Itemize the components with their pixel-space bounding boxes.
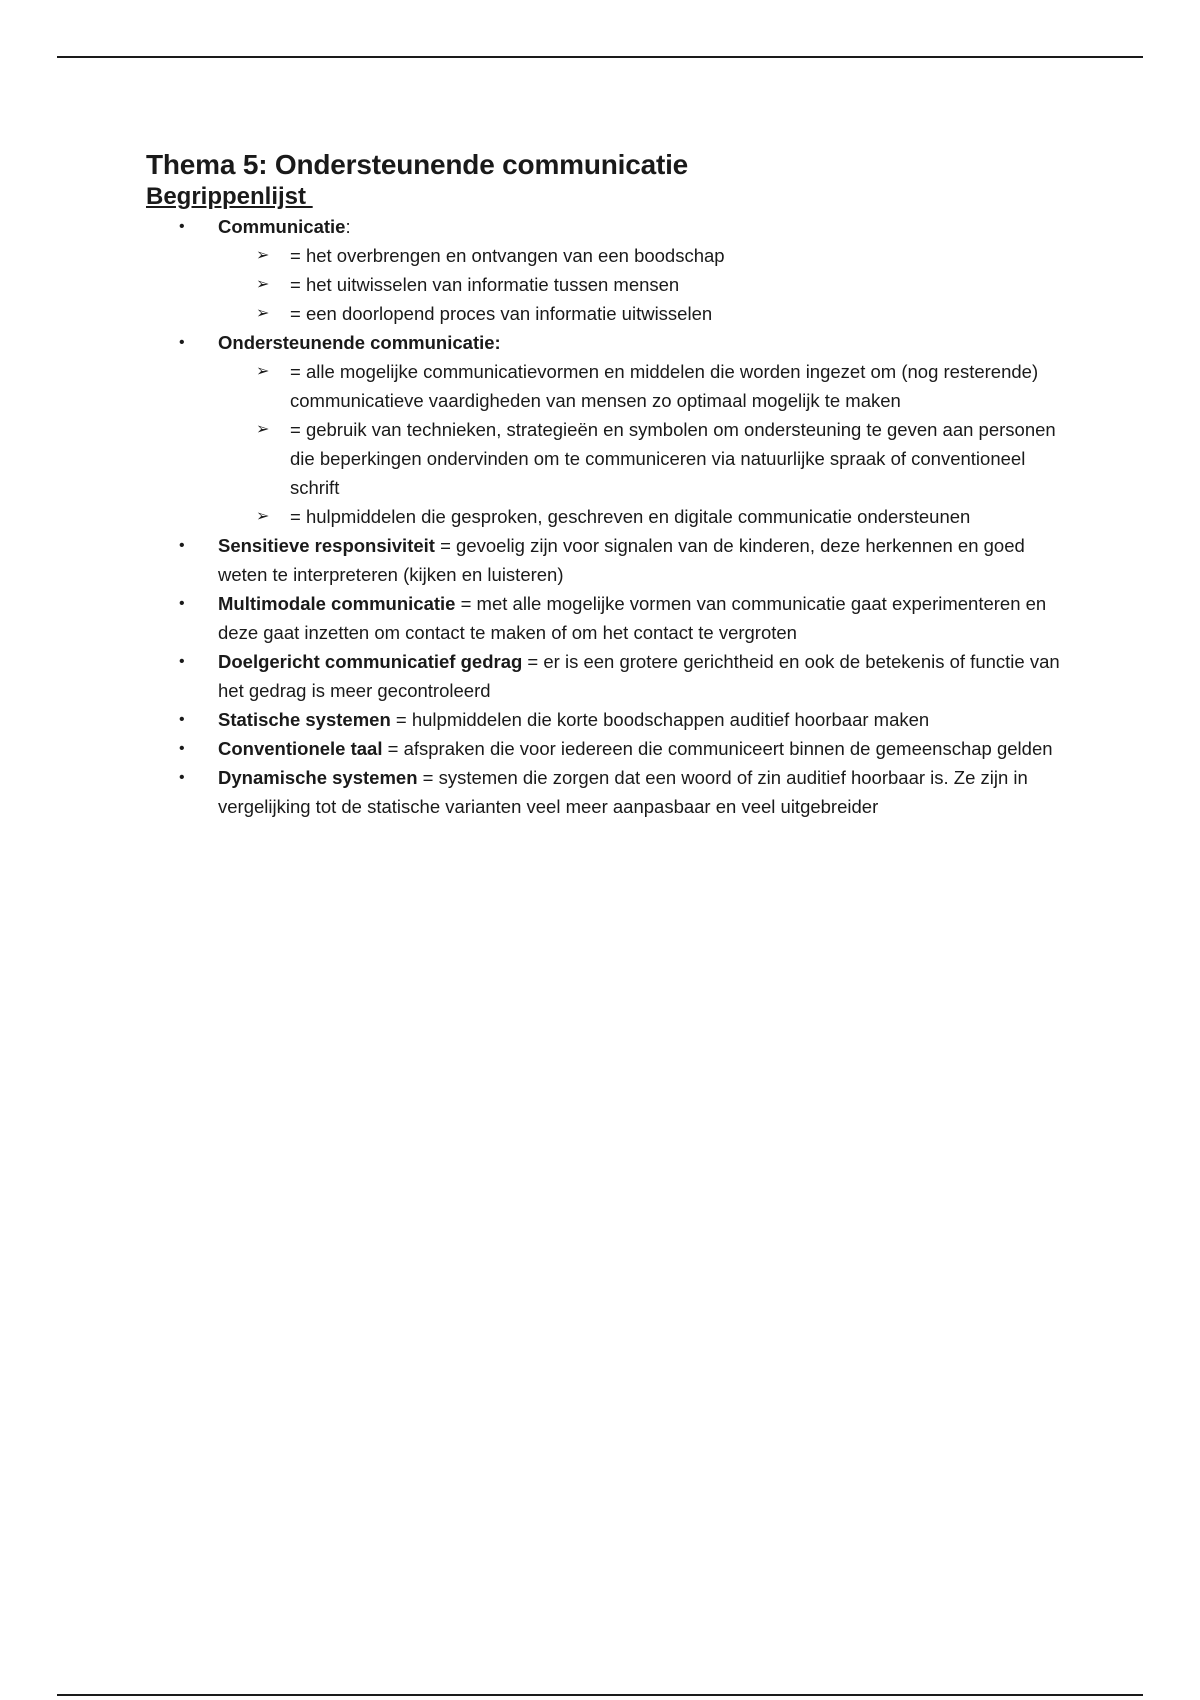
bullet-icon: • — [179, 537, 185, 554]
term-item — [146, 647, 1066, 705]
definition-text: = een doorlopend proces van informatie uitwisselen — [290, 303, 713, 324]
definition-list — [218, 357, 1066, 531]
term-definition: = met alle mogelijke vormen van communicatie gaat experimenteren en deze gaat inzetten om contact te maken of om het contact te vergroten — [218, 593, 1047, 643]
term-label: Conventionele taal — [218, 738, 383, 759]
arrow-bullet-icon: ➢ — [256, 305, 270, 322]
definition-list — [218, 241, 1066, 328]
term-definition: : — [345, 216, 351, 237]
bullet-icon: • — [179, 740, 185, 757]
arrow-bullet-icon: ➢ — [256, 276, 270, 293]
definition-item — [218, 270, 1066, 299]
term-label: Communicatie — [218, 216, 346, 237]
arrow-bullet-icon: ➢ — [256, 508, 270, 525]
footer-rule — [57, 1694, 1143, 1696]
term-item — [146, 589, 1066, 647]
definition-text: = alle mogelijke communicatievormen en middelen die worden ingezet om (nog resterende) communicatieve vaardigheden van mensen zo optimaal mogelijk te maken — [290, 361, 1039, 411]
bullet-icon: • — [179, 769, 185, 786]
arrow-bullet-icon: ➢ — [256, 421, 270, 438]
term-label: Multimodale communicatie — [218, 593, 456, 614]
page-content — [146, 148, 1066, 821]
term-item — [146, 212, 1066, 328]
term-definition: = er is een grotere gerichtheid en ook de betekenis of functie van het gedrag is meer gecontroleerd — [218, 651, 1060, 701]
definition-text: = het uitwisselen van informatie tussen mensen — [290, 274, 680, 295]
bullet-icon: • — [179, 595, 185, 612]
term-definition: = afspraken die voor iedereen die communiceert binnen de gemeenschap gelden — [382, 738, 1053, 759]
bullet-icon: • — [179, 334, 185, 351]
term-item — [146, 734, 1066, 763]
arrow-bullet-icon: ➢ — [256, 363, 270, 380]
term-item — [146, 763, 1066, 821]
definition-text: = het overbrengen en ontvangen van een boodschap — [290, 245, 725, 266]
term-definition: = systemen die zorgen dat een woord of zin auditief hoorbaar is. Ze zijn in vergelijking tot de statische varianten veel meer aanpasbaar en veel uitgebreider — [218, 767, 1028, 817]
document-title: Thema 5: Ondersteunende communicatie — [146, 149, 689, 180]
arrow-bullet-icon: ➢ — [256, 247, 270, 264]
definition-item — [218, 502, 1066, 531]
term-item — [146, 705, 1066, 734]
definition-text: = hulpmiddelen die gesproken, geschreven en digitale communicatie ondersteunen — [290, 506, 971, 527]
definition-item — [218, 299, 1066, 328]
term-definition: = hulpmiddelen die korte boodschappen auditief hoorbaar maken — [390, 709, 930, 730]
term-label: Statische systemen — [218, 709, 391, 730]
term-item — [146, 531, 1066, 589]
term-label: Ondersteunende communicatie: — [218, 332, 501, 353]
term-definition: = gevoelig zijn voor signalen van de kinderen, deze herkennen en goed weten te interpreteren (kijken en luisteren) — [218, 535, 1025, 585]
bullet-icon: • — [179, 653, 185, 670]
header-rule — [57, 56, 1143, 58]
term-label: Doelgericht communicatief gedrag — [218, 651, 523, 672]
term-item — [146, 328, 1066, 531]
definition-item — [218, 357, 1066, 415]
term-label: Sensitieve responsiviteit — [218, 535, 435, 556]
term-label: Dynamische systemen — [218, 767, 418, 788]
bullet-icon: • — [179, 218, 185, 235]
definition-text: = gebruik van technieken, strategieën en symbolen om ondersteuning te geven aan personen die beperkingen ondervinden om te communiceren via natuurlijke spraak of conventioneel schrift — [290, 419, 1056, 498]
bullet-icon: • — [179, 711, 185, 728]
definition-item — [218, 241, 1066, 270]
definition-item — [218, 415, 1066, 502]
term-list — [146, 212, 1066, 821]
document-subtitle: Begrippenlijst — [146, 183, 313, 210]
